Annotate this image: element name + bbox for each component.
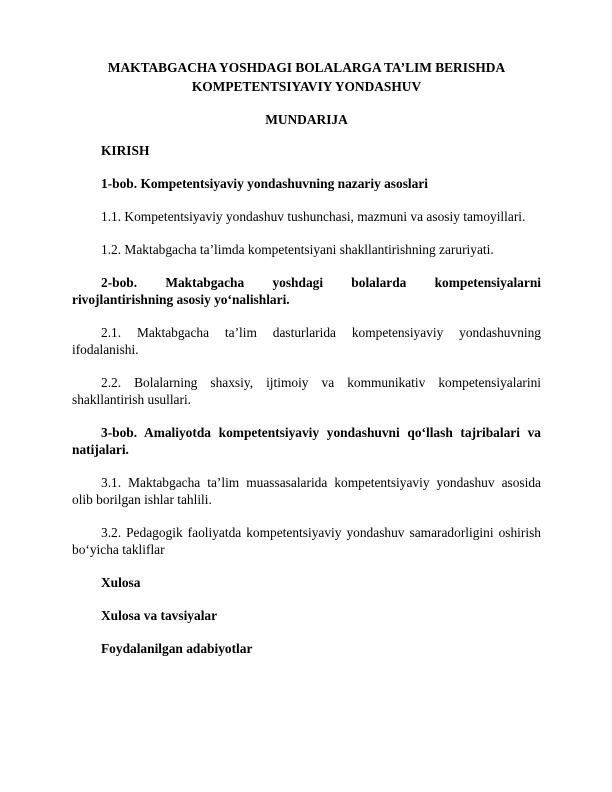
toc-entry-section-3-2: 3.2. Pedagogik faoliyatda kompetentsiyaviy yondashuv samaradorligini oshirish bo‘yicha takliflar bbox=[72, 525, 541, 557]
toc-entry-section-3-1: 3.1. Maktabgacha ta’lim muassasalarida kompetentsiyaviy yondashuv asosida olib borilgan ishlar tahlili. bbox=[72, 475, 541, 507]
toc-entry-section-1-1: 1.1. Kompetentsiyaviy yondashuv tushunchasi, mazmuni va asosiy tamoyillari. bbox=[101, 209, 526, 224]
toc-entry-chapter-2: 2-bob. Maktabgacha yoshdagi bolalarda kompetensiyalarni rivojlantirishning asosiy yo‘nalishlari. bbox=[72, 275, 541, 307]
toc-entry-references: Foydalanilgan adabiyotlar bbox=[101, 641, 253, 656]
document-content bbox=[72, 58, 541, 673]
document-title bbox=[72, 58, 541, 96]
title-line-2: KOMPETENTSIYAVIY YONDASHUV bbox=[191, 79, 422, 94]
toc-entry-chapter-3: 3-bob. Amaliyotda kompetentsiyaviy yondashuvni qo‘llash tajribalari va natijalari. bbox=[72, 425, 541, 457]
toc-entry-conclusions-recommendations: Xulosa va tavsiyalar bbox=[101, 608, 218, 623]
contents-heading: MUNDARIJA bbox=[265, 112, 348, 127]
toc-entry-chapter-1: 1-bob. Kompetentsiyaviy yondashuvning nazariy asoslari bbox=[101, 176, 429, 191]
toc-entry-conclusion: Xulosa bbox=[101, 575, 141, 590]
title-line-1: MAKTABGACHA YOSHDAGI BOLALARGA TA’LIM BERISHDA bbox=[107, 60, 506, 75]
toc-entry-section-2-1: 2.1. Maktabgacha ta’lim dasturlarida kompetensiyaviy yondashuvning ifodalanishi. bbox=[72, 325, 541, 357]
toc-entry-introduction: KIRISH bbox=[101, 143, 150, 158]
toc-entry-section-1-2: 1.2. Maktabgacha ta’limda kompetentsiyani shakllantirishning zaruriyati. bbox=[101, 242, 494, 257]
toc-entry-section-2-2: 2.2. Bolalarning shaxsiy, ijtimoiy va kommunikativ kompetensiyalarini shakllantirish usullari. bbox=[72, 375, 541, 407]
